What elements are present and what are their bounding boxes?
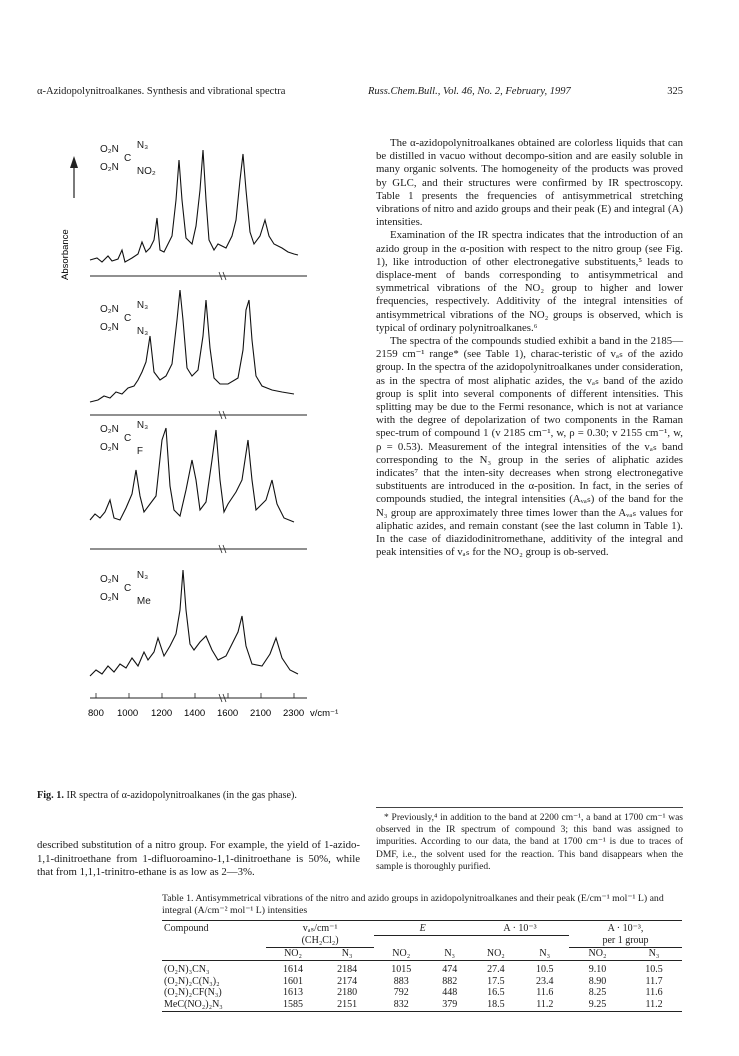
subheader-no2: NO₂ [392, 947, 411, 959]
cell-value: 8.25 [588, 987, 607, 999]
figure-ir-spectra [62, 140, 362, 780]
xtick-label: 1200 [151, 708, 173, 719]
subheader-n3: N₃ [444, 947, 456, 959]
cell-compound: (O₂N)₃CN₃ [164, 963, 210, 975]
xtick-label: 1600 [217, 708, 239, 719]
cell-value: 2151 [337, 999, 358, 1011]
subheader-no2: NO₂ [266, 948, 320, 961]
bottom-ticks [96, 693, 294, 698]
structure-methyl: O₂N N₃ C O₂N Me [100, 570, 151, 607]
y-axis-arrowhead [70, 156, 78, 168]
cell-value: 10.5 [645, 963, 663, 975]
header-journal: Russ.Chem.Bull., Vol. 46, No. 2, February, 1997 [368, 86, 571, 97]
table-row [162, 999, 682, 1011]
table-row [162, 960, 682, 975]
cell-value: 8.90 [588, 975, 607, 987]
cell-value: 27.4 [487, 963, 505, 975]
cell-value: 11.6 [645, 987, 663, 999]
table-row [162, 987, 682, 999]
cell-value: 882 [442, 975, 458, 987]
table-1 [162, 920, 682, 1012]
x-axis-unit: v/cm⁻¹ [310, 708, 339, 719]
header-title: α-Azidopolynitroalkanes. Synthesis and vibrational spectra [37, 86, 286, 97]
xtick-label: 2300 [283, 708, 305, 719]
cell-value: 2180 [337, 987, 358, 999]
cell-compound: MeC(NO₂)₂N₃ [164, 999, 223, 1011]
xtick-label: 800 [88, 708, 104, 719]
cell-value: 2184 [337, 963, 358, 975]
paragraph: Examination of the IR spectra indicates that the introduction of an azido group in the α-position with respect to the nitro group (see Fig. 1), like introduction of other electronegative substituents,⁵ leads to displace-ment of bands corresponding to antisymmetrical and symmetrical vibrations of the NO₂ group to higher and lower frequencies, respectively. Additivity of the integral intensities of antisymmetrical vibrations of the NO₂ groups is observed, which is typical of ordinary polynitroalkanes.⁶ [376, 229, 683, 334]
subheader-n3: N₃ [626, 948, 682, 961]
subheader-no2: NO₂ [486, 947, 505, 959]
xtick-label: 2100 [250, 708, 272, 719]
header-A: A · 10⁻³ [503, 923, 537, 934]
caption-text: IR spectra of α-azidopolynitroalkanes (in the gas phase). [66, 790, 297, 801]
structure-fluoro: O₂N N₃ C O₂N F [100, 420, 149, 457]
header-solvent: (CH₂Cl₂) [301, 935, 339, 947]
cell-value: 11.6 [536, 987, 554, 999]
cell-value: 11.2 [536, 999, 554, 1011]
cell-value: 474 [442, 963, 458, 975]
footnote: * Previously,⁴ in addition to the band at 2200 cm⁻¹, a band at 1700 cm⁻¹ was observed in the IR spectrum of compound 3; this band was assigned to impurities. According to our data, the band at 1700 cm⁻¹ is due to traces of DMF, i.e., the solvent used for the reaction. This band disappears when the sample is thoroughly purified. [376, 813, 683, 872]
cell-value: 10.5 [536, 963, 554, 975]
header-A-per-group: A · 10⁻³, [607, 923, 644, 935]
panel-baselines [90, 276, 307, 698]
cell-value: 1585 [283, 999, 304, 1011]
cell-value: 832 [393, 999, 409, 1011]
cell-value: 11.2 [645, 999, 663, 1011]
cell-value: 2174 [337, 975, 358, 987]
table-caption [162, 893, 682, 917]
table-row [162, 976, 682, 988]
caption-label: Fig. 1. [37, 790, 64, 801]
cell-value: 1015 [391, 963, 412, 975]
axis-breaks [219, 272, 226, 702]
cell-value: 883 [393, 975, 409, 987]
cell-compound: (O₂N)₂C(N₃)₂ [164, 975, 220, 987]
header-compound: Compound [164, 923, 209, 935]
paragraph: The α-azidopolynitroalkanes obtained are colorless liquids that can be distilled in vacuo without decompo-sition and are easily soluble in many organic solvents. The homogeneity of the products was proved by GLC, and their structures were confirmed by IR spectroscopy. Table 1 presents the frequencies of antisymmetrical stretching vibrations of nitro and azido groups and their peak (E) and integral (A) intensities. [376, 137, 683, 229]
figure-caption [37, 789, 360, 802]
paragraph: The spectra of the compounds studied exhibit a band in the 2185—2159 cm⁻¹ range* (see Table 1), charac-teristic of vₐₛ of the azido group. In the spectra of the azidopolynitroalkanes under consideration, as in the spectra of most aliphatic azides, the vₐₛ band of the azido group is split into several components of different intensities. This splitting may be due to the Fermi resonance, which is not at variance with the degree of depolarization of two components in the Raman spec-trum of compound 1 (v 2185 cm⁻¹, w, ρ = 0.30; v 2155 cm⁻¹, w, ρ = 0.53). Measurement of the integral intensities of the vₐₛ band corresponding to the N₃ group in the series of aliphatic azides indicates⁷ that the inten-sity decreases when strong electronegative substituents are introduced in the α-position. In fact, in the series of compounds studied, the integral intensities (Aᵥₐₛ) of the band for the N₃ group are approximately three times lower than the Aᵥₐₛ values for aliphatic azides, and remain constant (see the last column in Table 1). In the case of diazidodinitromethane, additivity of the integral and peak intensities of vₐₛ for the NO₂ group is ob-served. [376, 335, 683, 559]
y-axis-label: Absorbance [60, 229, 71, 280]
cell-value: 11.7 [645, 975, 663, 987]
spectra-svg [62, 140, 362, 780]
footnote-rule [376, 807, 683, 808]
subheader-n3: N₃ [320, 948, 374, 961]
cell-value: 23.4 [536, 975, 554, 987]
cell-value: 9.25 [588, 999, 607, 1011]
cell-value: 448 [442, 987, 458, 999]
subheader-n3: N₃ [539, 947, 551, 959]
cell-value: 792 [393, 987, 409, 999]
structure-trinitro: O₂N N₃ C O₂N NO₂ [100, 140, 156, 177]
xtick-label: 1400 [184, 708, 206, 719]
subheader-no2: NO₂ [569, 948, 626, 961]
header-per-group: per 1 group [602, 935, 649, 947]
cell-value: 9.10 [588, 963, 607, 975]
cell-value: 1614 [283, 963, 304, 975]
header-E: E [419, 923, 426, 934]
table-caption-text: Antisymmetrical vibrations of the nitro and azido groups in azidopolynitroalkanes and their peak (E/cm⁻¹ mol⁻¹ L) and integral (A/cm⁻² mol⁻¹ L) intensities [162, 893, 664, 916]
header-vas: vₐₛ/cm⁻¹ [302, 923, 338, 935]
left-column-paragraph: described substitution of a nitro group. For example, the yield of 1-azido-1,1-dinitroethane from 1-difluoroamino-1,1-dinitroethane is 50%, while that from 1,1,1-trinitro-ethane is as low as 2—3%. [37, 839, 360, 878]
page-number: 325 [667, 86, 683, 97]
right-column-body [376, 137, 683, 560]
table-caption-label: Table 1. [162, 893, 194, 904]
cell-value: 18.5 [487, 999, 505, 1011]
structure-diazido: O₂N N₃ C O₂N N₃ [100, 300, 149, 337]
cell-value: 1601 [283, 975, 304, 987]
cell-value: 1613 [283, 987, 304, 999]
cell-compound: (O₂N)₂CF(N₃) [164, 987, 222, 999]
cell-value: 16.5 [487, 987, 505, 999]
cell-value: 379 [442, 999, 458, 1011]
cell-value: 17.5 [487, 975, 505, 987]
xtick-label: 1000 [117, 708, 139, 719]
